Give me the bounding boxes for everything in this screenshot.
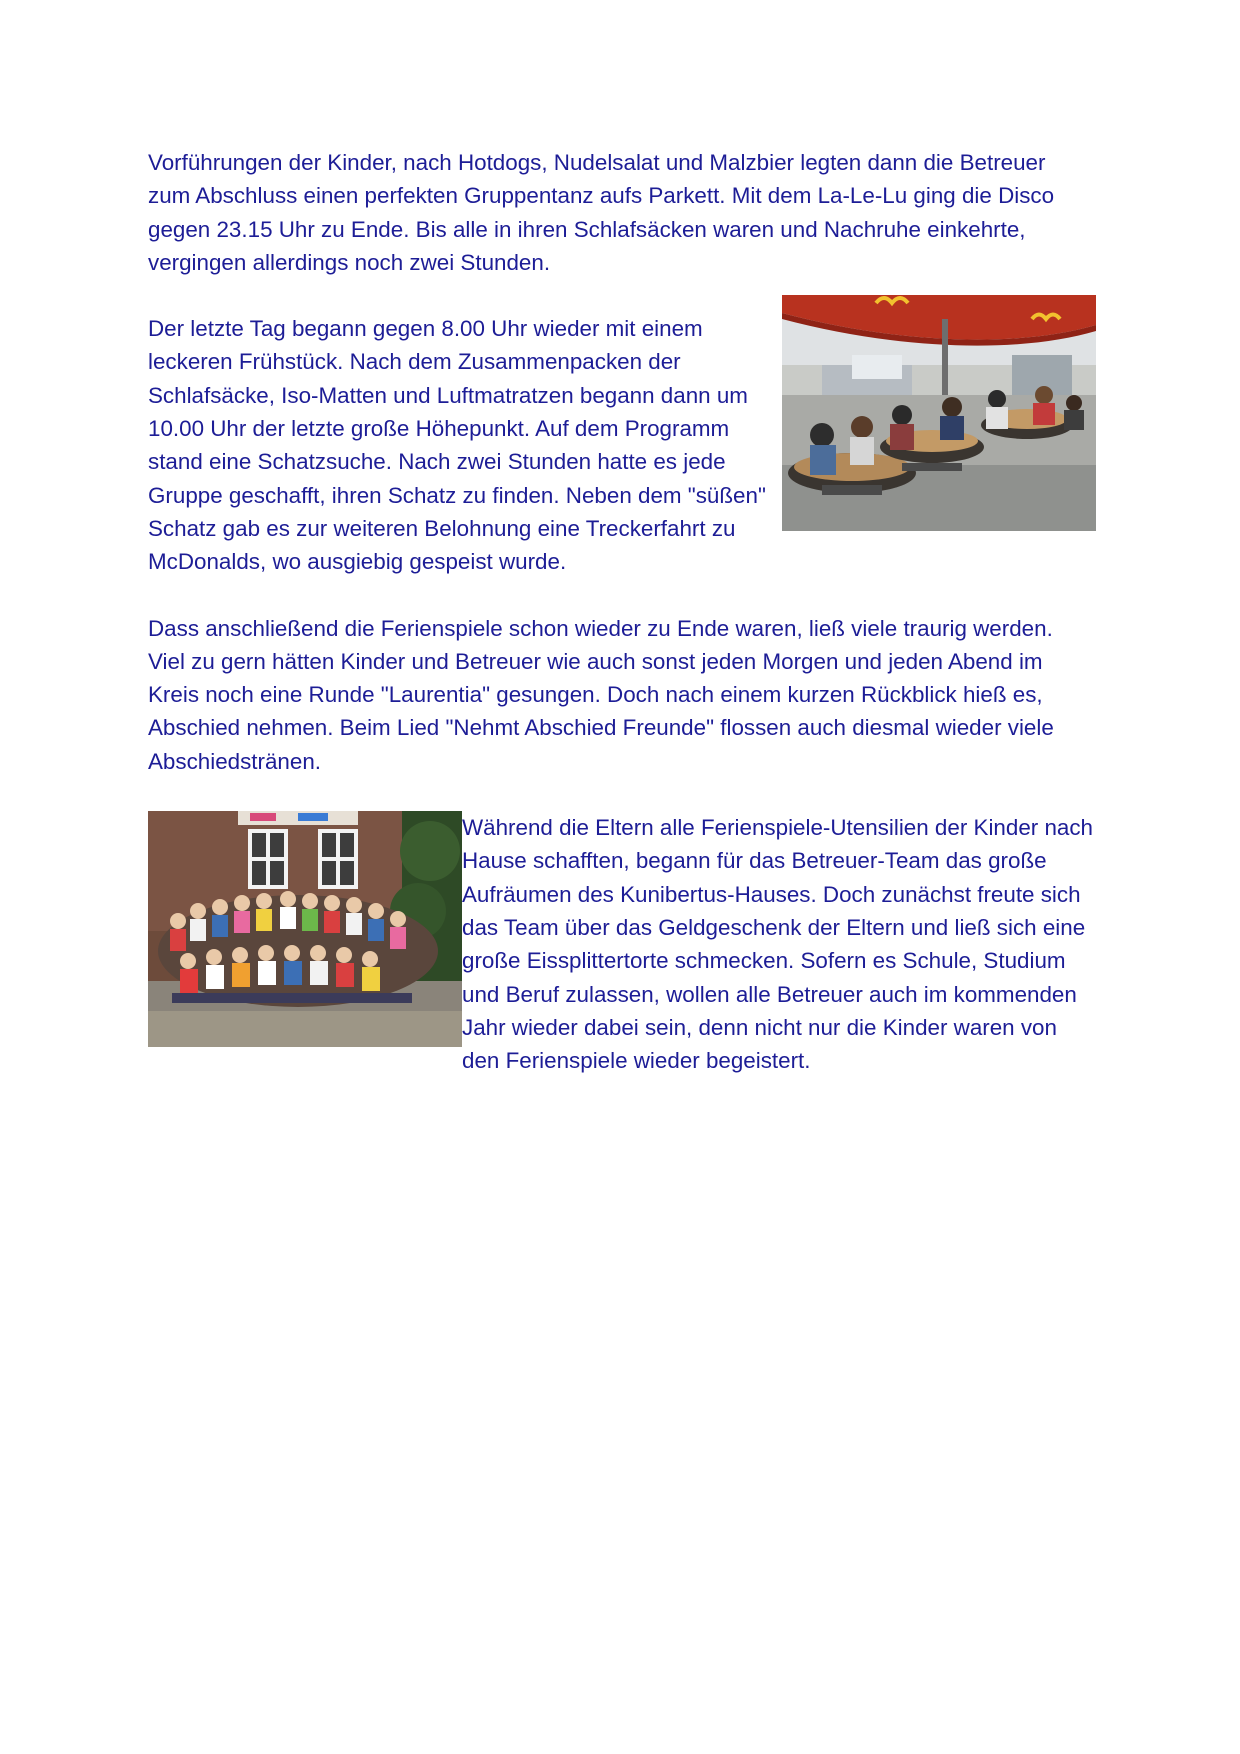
paragraph-last-day: Der letzte Tag begann gegen 8.00 Uhr wieder mit einem leckeren Frühstück. Nach dem Zusammenpacken der Schlafsäcke, Iso-Matten und Luftmatratzen begann dann um 10.00 Uhr der letzte große Höhepunkt. Auf dem Programm stand eine Schatzsuche. Nach zwei Stunden hatte es jede Gruppe geschafft, ihren Schatz zu finden. Neben dem "süßen" Schatz gab es zur weiteren Belohnung eine Treckerfahrt zu McDonalds, wo ausgiebig gespeist wurde. <box>148 316 766 575</box>
paragraph-farewell: Dass anschließend die Ferienspiele schon wieder zu Ende waren, ließ viele traurig werden. Viel zu gern hätten Kinder und Betreuer wie auch sonst jeden Morgen und jeden Abend im Kreis noch eine Runde "Laurentia" gesungen. Doch nach einem kurzen Rückblick hieß es, Abschied nehmen. Beim Lied "Nehmt Abschied Freunde" flossen auch diesmal wieder viele Abschiedstränen. <box>148 615 1054 774</box>
paragraph-cleanup: Während die Eltern alle Ferienspiele-Utensilien der Kinder nach Hause schafften, begann für das Betreuer-Team das große Aufräumen des Kunibertus-Hauses. Doch zunächst freute sich das Team über das Geldgeschenk der Eltern und ließ sich eine große Eissplittertorte schmecken. Sofern es Schule, Studium und Beruf zulassen, wollen alle Betreuer auch im kommenden Jahr wieder dabei sein, denn nicht nur die Kinder waren von den Ferienspiele wieder begeistert. <box>462 815 1094 1074</box>
mcdonalds-terrace-image <box>782 295 1096 531</box>
article-body <box>148 146 1093 1110</box>
photo-mcdonalds-terrace <box>782 295 1096 531</box>
paragraph-disco: Vorführungen der Kinder, nach Hotdogs, Nudelsalat und Malzbier legten dann die Betreuer zum Abschluss einen perfekten Gruppentanz aufs Parkett. Mit dem La-Le-Lu ging die Disco gegen 23.15 Uhr zu Ende. Bis alle in ihren Schlafsäcken waren und Nachruhe einkehrte, vergingen allerdings noch zwei Stunden. <box>148 150 1055 275</box>
photo-group-picture <box>148 811 462 1047</box>
group-picture-image <box>148 811 462 1047</box>
